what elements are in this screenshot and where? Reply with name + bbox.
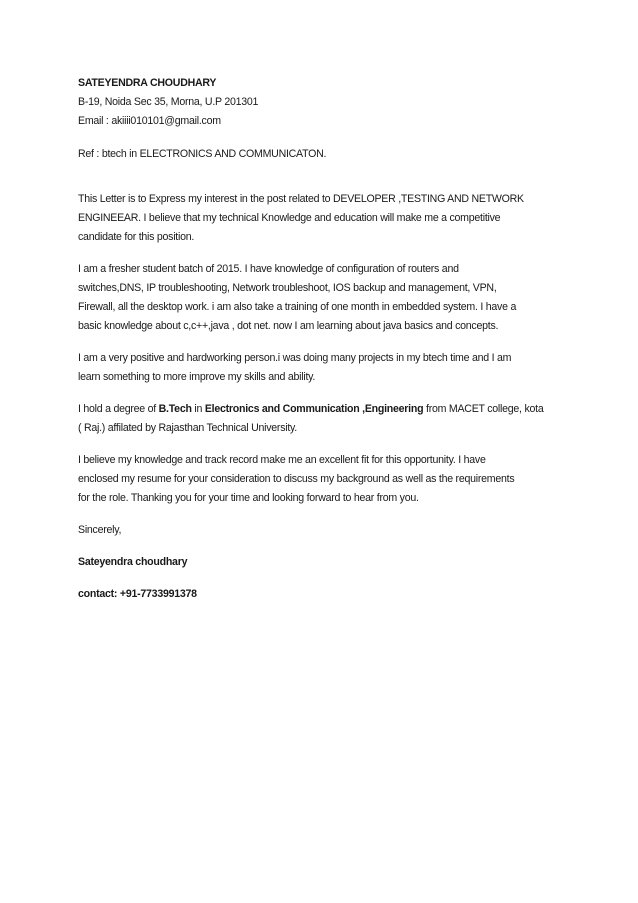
sender-address: B-19, Noida Sec 35, Morna, U.P 201301 (78, 96, 259, 108)
degree-branch: Electronics and Communication ,Engineering (204, 403, 424, 415)
paragraph-line: ( Raj.) affilated by Rajasthan Technical University. (78, 422, 297, 434)
degree-name: B.Tech (158, 403, 192, 415)
sender-email: Email : akiiii010101@gmail.com (78, 115, 221, 127)
paragraph-line (78, 400, 598, 419)
degree-text: in (191, 403, 205, 415)
reference-text: Ref : btech in ELECTRONICS AND COMMUNICATON. (78, 148, 327, 160)
sender-name: SATEYENDRA CHOUDHARY (78, 77, 217, 89)
degree-text: from MACET college, kota (423, 403, 544, 415)
contact-number: contact: +91-7733991378 (78, 588, 197, 600)
contact-block (78, 585, 598, 604)
paragraph-line: Firewall, all the desktop work. i am also take a training of one month in embedded system. I have a (78, 301, 517, 313)
paragraph-line: I am a very positive and hardworking person.i was doing many projects in my btech time and I am (78, 352, 512, 364)
degree-text: I hold a degree of (78, 403, 159, 415)
paragraph-line: enclosed my resume for your consideration to discuss my background as well as the requirements (78, 473, 515, 485)
signature-name: Sateyendra choudhary (78, 556, 188, 568)
reference-line (78, 145, 598, 164)
signature-block (78, 553, 598, 572)
paragraph-line: candidate for this position. (78, 231, 195, 243)
letter-header (78, 74, 598, 131)
paragraph-line: This Letter is to Express my interest in the post related to DEVELOPER ,TESTING AND NETWORK (78, 193, 524, 205)
closing-salutation (78, 521, 598, 540)
closing-text: Sincerely, (78, 524, 122, 536)
paragraph-line: for the role. Thanking you for your time and looking forward to hear from you. (78, 492, 419, 504)
paragraph-line: learn something to more improve my skills and ability. (78, 371, 316, 383)
paragraph-closing (78, 451, 598, 508)
paragraph-degree (78, 400, 598, 438)
paragraph-line: switches,DNS, IP troubleshooting, Network troubleshoot, IOS backup and management, VPN, (78, 282, 497, 294)
paragraph-line: I believe my knowledge and track record make me an excellent fit for this opportunity. I have (78, 454, 486, 466)
paragraph-personality (78, 349, 598, 387)
paragraph-interest (78, 190, 598, 247)
paragraph-line: I am a fresher student batch of 2015. I have knowledge of configuration of routers and (78, 263, 459, 275)
paragraph-line: ENGINEEAR. I believe that my technical Knowledge and education will make me a competitive (78, 212, 501, 224)
paragraph-skills (78, 260, 598, 336)
paragraph-line: basic knowledge about c,c++,java , dot net. now I am learning about java basics and concepts. (78, 320, 499, 332)
